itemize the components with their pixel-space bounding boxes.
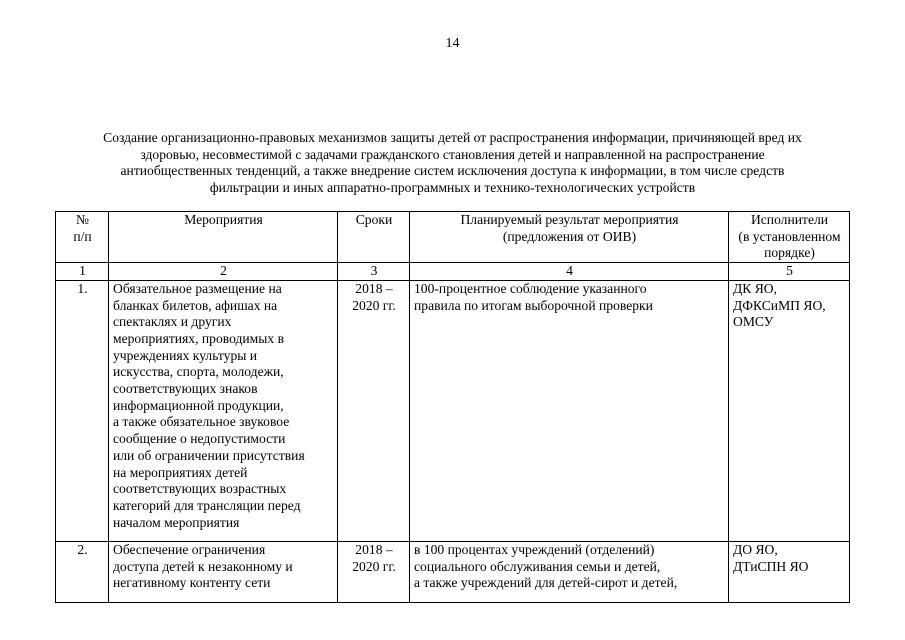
table-header-row <box>56 212 850 263</box>
activity-line: соответствующих возрастных <box>113 481 287 497</box>
header-text: Исполнители <box>750 212 829 227</box>
activity-line: а также обязательное звуковое <box>113 414 290 430</box>
executor-line: ОМСУ <box>733 314 774 330</box>
header-text: Планируемый результат мероприятия <box>460 212 679 227</box>
result-cell <box>410 541 729 602</box>
term-line: 2018 – <box>355 541 393 557</box>
header-text: № <box>76 212 89 227</box>
column-number: 2 <box>109 263 338 281</box>
activity-line: Обязательное размещение на <box>113 280 282 296</box>
executors-cell <box>729 280 850 541</box>
activity-line: Обеспечение ограничения <box>113 541 266 557</box>
heading-line: здоровью, несовместимой с задачами гражданского становления детей и направленной на распространение <box>140 146 765 162</box>
term-line: 2020 гг. <box>352 297 396 313</box>
activity-line: на мероприятиях детей <box>113 464 248 480</box>
term-cell <box>338 541 410 602</box>
header-text: Сроки <box>355 212 393 227</box>
row-number: 2. <box>56 541 109 602</box>
activity-line: негативному контенту сети <box>113 575 271 591</box>
header-activities <box>109 212 338 263</box>
header-text: Мероприятия <box>184 212 263 227</box>
result-line: социального обслуживания семьи и детей, <box>414 558 661 574</box>
column-number: 5 <box>729 263 850 281</box>
activity-cell <box>109 541 338 602</box>
heading-line: Создание организационно-правовых механизмов защиты детей от распространения информации, причиняющей вред их <box>103 130 802 145</box>
activity-line: доступа детей к незаконному и <box>113 558 293 574</box>
term-line: 2018 – <box>355 280 393 296</box>
heading-line: фильтрации и иных аппаратно-программных и технико-технологических устройств <box>209 180 696 196</box>
table-row <box>56 541 850 602</box>
header-text: (в установленном <box>738 228 841 244</box>
executors-cell <box>729 541 850 602</box>
activity-line: началом мероприятия <box>113 514 240 530</box>
header-result <box>410 212 729 263</box>
row-number: 1. <box>56 280 109 541</box>
executor-line: ДО ЯО, <box>733 541 778 557</box>
activity-cell <box>109 280 338 541</box>
activity-line: информационной продукции, <box>113 397 284 413</box>
activity-line: или об ограничении присутствия <box>113 447 305 463</box>
activity-line: бланках билетов, афишах на <box>113 297 278 313</box>
column-number: 1 <box>56 263 109 281</box>
header-number <box>56 212 109 263</box>
column-number: 4 <box>410 263 729 281</box>
activity-line: сообщение о недопустимости <box>113 431 286 447</box>
header-executors <box>729 212 850 263</box>
executor-line: ДФКСиМП ЯО, <box>733 297 826 313</box>
result-line: 100-процентное соблюдение указанного <box>414 280 647 296</box>
activity-line: искусства, спорта, молодежи, <box>113 364 284 380</box>
table-row <box>56 280 850 541</box>
page-number: 14 <box>445 36 460 51</box>
header-text: (предложения от ОИВ) <box>502 228 637 244</box>
activity-line: учреждениях культуры и <box>113 347 258 363</box>
term-cell <box>338 280 410 541</box>
activity-line: мероприятиях, проводимых в <box>113 330 285 346</box>
section-heading <box>55 130 850 197</box>
activity-line: категорий для трансляции перед <box>113 497 301 513</box>
executor-line: ДК ЯО, <box>733 280 778 296</box>
header-text: порядке) <box>764 245 815 261</box>
column-number-row <box>56 263 850 281</box>
column-number: 3 <box>338 263 410 281</box>
result-line: правила по итогам выборочной проверки <box>414 297 653 313</box>
activity-line: спектаклях и других <box>113 314 232 330</box>
header-text: п/п <box>73 228 92 244</box>
result-cell <box>410 280 729 541</box>
term-line: 2020 гг. <box>352 558 396 574</box>
result-line: а также учреждений для детей-сирот и детей, <box>414 575 678 591</box>
result-line: в 100 процентах учреждений (отделений) <box>414 541 655 557</box>
heading-line: антиобщественных тенденций, а также внедрение систем исключения доступа к информации, в том числе средств <box>120 163 785 179</box>
activity-line: соответствующих знаков <box>113 381 258 397</box>
header-terms <box>338 212 410 263</box>
measures-table <box>55 211 850 603</box>
executor-line: ДТиСПН ЯО <box>733 558 809 574</box>
